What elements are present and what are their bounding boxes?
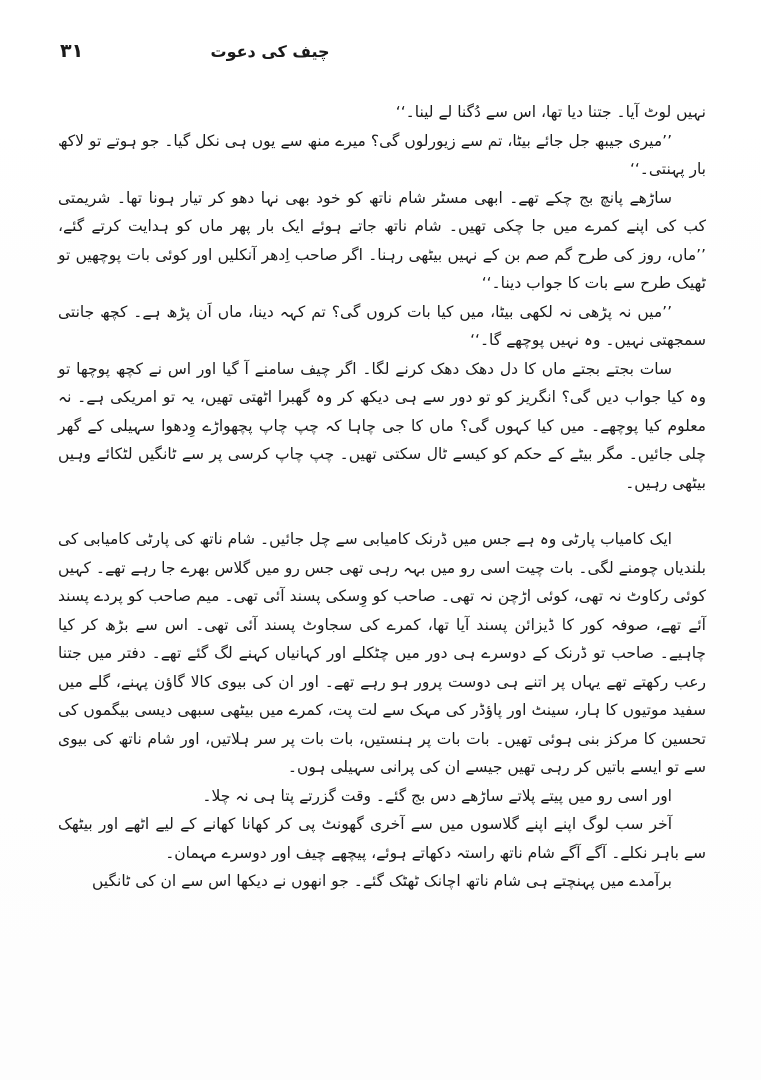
paragraph: نہیں لوٹ آیا۔ جتنا دیا تھا، اس سے دُگنا لے لینا۔‘‘ (395, 103, 706, 121)
section-break (58, 497, 706, 525)
paragraph: ایک کامیاب پارٹی وہ ہے جس میں ڈرنک کامیابی سے چل جائیں۔ شام ناتھ کی پارٹی کامیابی کی بلندیاں چومنے لگی۔ بات چیت اسی رو میں بہہ رہی تھی جس رو میں گلاس بھرے جا رہے تھے۔ کہیں کوئی رکاوٹ نہ تھی، کوئی اڑچن نہ تھی۔ صاحب کو وِسکی پسند آئی تھی۔ میم صاحب کو پردے پسند آئے تھے، صوفہ کور کا ڈیزائن پسند آیا تھا، کمرے کی سجاوٹ پسند آئی تھی۔ اس سے بڑھ کر کیا چاہیے۔ صاحب تو ڈرنک کے دوسرے ہی دور میں چٹکلے اور کہانیاں کہنے لگ گئے تھے۔ دفتر میں جتنا رعب رکھتے تھے یہاں پر اتنے ہی دوست پرور ہو رہے تھے۔ اور ان کی بیوی کالا گاؤن پہنے، گلے میں سفید موتیوں کا ہار، سینٹ اور پاؤڈر کی مہک سے لت پت، کمرے میں بیٹھی سبھی دیسی بیگموں کی تحسین کا مرکز بنی ہوئی تھیں۔ بات بات پر ہنستیں، بات بات پر سر ہلاتیں، اور شام ناتھ کی بیوی سے تو ایسے باتیں کر رہی تھیں جیسے ان کی پرانی سہیلی ہوں۔ (58, 530, 706, 776)
body-text (58, 98, 706, 896)
paragraph: آخر سب لوگ اپنے اپنے گلاسوں میں سے آخری گھونٹ پی کر کھانا کھانے کے لیے اٹھے اور بیٹھک سے باہر نکلے۔ آگے آگے شام ناتھ راستہ دکھاتے ہوئے، پیچھے چیف اور دوسرے مہمان۔ (58, 815, 706, 862)
paragraph: ’’میری جیبھ جل جائے بیٹا، تم سے زیورلوں گی؟ میرے منھ سے یوں ہی نکل گیا۔ جو ہوتے تو لاکھ بار پہنتی۔‘‘ (58, 131, 706, 178)
running-title: چیف کی دعوت (210, 42, 330, 61)
page-number: ۳۱ (60, 40, 84, 62)
paragraph: اور اسی رو میں پیتے پلاتے ساڑھے دس بج گئے۔ وقت گزرتے پتا ہی نہ چلا۔ (202, 786, 672, 805)
page-header (60, 40, 700, 72)
paragraph: ساڑھے پانچ بج چکے تھے۔ ابھی مسٹر شام ناتھ کو خود بھی نہا دھو کر تیار ہونا تھا۔ شریمتی کب کی اپنے کمرے میں جا چکی تھیں۔ شام ناتھ جاتے ہوئے ایک بار پھر ماں کو ہدایت کرتے گئے، ’’ماں، روز کی طرح گم صم بن کے نہیں بیٹھی رہنا۔ اگر صاحب اِدھر آنکلیں اور کوئی بات پوچھیں تو ٹھیک طرح سے بات کا جواب دینا۔‘‘ (58, 188, 706, 292)
paragraph: سات بجتے بجتے ماں کا دل دھک دھک کرنے لگا۔ اگر چیف سامنے آ گیا اور اس نے کچھ پوچھا تو وہ کیا جواب دیں گی؟ انگریز کو تو دور سے ہی دیکھ کر وہ گھبرا اٹھتی تھیں، یہ تو امریکی ہے۔ نہ معلوم کیا پوچھے۔ میں کیا کہوں گی؟ ماں کا جی چاہا کہ چپ چاپ پچھواڑے وِدھوا سہیلی کے گھر چلی جائیں۔ مگر بیٹے کے حکم کو کیسے ٹال سکتی تھیں۔ چپ چاپ کرسی پر سے ٹانگیں لٹکائے وہیں بیٹھی رہیں۔ (58, 359, 706, 492)
paragraph: برآمدے میں پہنچتے ہی شام ناتھ اچانک ٹھٹک گئے۔ جو انھوں نے دیکھا اس سے ان کی ٹانگیں (91, 872, 672, 890)
paragraph: ’’میں نہ پڑھی نہ لکھی بیٹا، میں کیا بات کروں گی؟ تم کہہ دینا، ماں اَن پڑھ ہے۔ کچھ جانتی سمجھتی نہیں۔ وہ نہیں پوچھے گا۔‘‘ (58, 302, 706, 349)
